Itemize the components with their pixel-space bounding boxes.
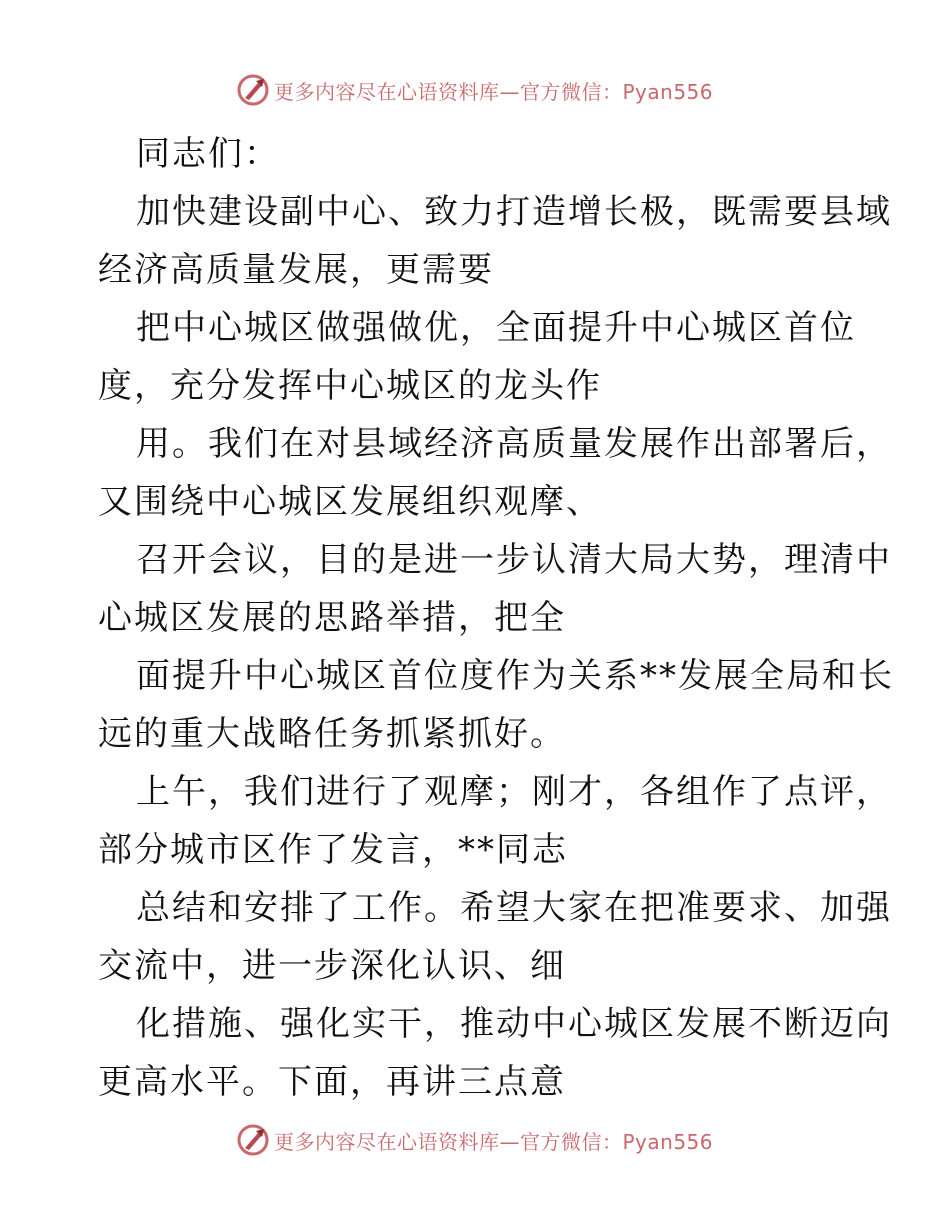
paragraph-line: 部分城市区作了发言，**同志 — [98, 830, 568, 870]
watermark-text: 更多内容尽在心语资料库—官方微信：Pyan556 — [274, 79, 714, 104]
paragraph-line: 加快建设副中心、致力打造增长极，既需要县域 — [136, 192, 892, 232]
paragraph-line: 度，充分发挥中心城区的龙头作 — [98, 366, 602, 406]
paragraph-line: 心城区发展的思路举措，把全 — [98, 598, 566, 638]
paragraph-line: 交流中，进一步深化认识、细 — [98, 946, 566, 986]
paragraph-line: 又围绕中心城区发展组织观摩、 — [98, 482, 602, 522]
paragraph — [98, 647, 894, 763]
paragraph-line: 召开会议，目的是进一步认清大局大势，理清中 — [136, 540, 892, 580]
quill-logo-icon — [236, 1123, 270, 1157]
watermark-text: 更多内容尽在心语资料库—官方微信：Pyan556 — [274, 1129, 714, 1154]
paragraph-line: 把中心城区做强做优，全面提升中心城区首位 — [136, 308, 856, 348]
paragraph-line: 远的重大战略任务抓紧抓好。 — [98, 714, 566, 754]
paragraph-line: 化措施、强化实干，推动中心城区发展不断迈向 — [136, 1004, 892, 1044]
paragraph — [98, 763, 892, 879]
paragraph-line: 同志们： — [136, 134, 280, 174]
paragraph — [98, 531, 892, 647]
footer-watermark — [236, 1122, 756, 1158]
paragraph-line: 更高水平。下面，再讲三点意 — [98, 1062, 566, 1102]
paragraph-line: 面提升中心城区首位度作为关系**发展全局和长 — [136, 656, 894, 696]
paragraph — [98, 415, 892, 531]
paragraph-line: 用。我们在对县域经济高质量发展作出部署后， — [136, 424, 892, 464]
paragraph — [98, 183, 892, 299]
paragraph-line: 总结和安排了工作。希望大家在把准要求、加强 — [136, 888, 892, 928]
paragraph — [98, 879, 892, 995]
document-body — [98, 125, 894, 1111]
header-watermark — [236, 72, 756, 108]
paragraph — [98, 299, 858, 415]
paragraph-line: 上午，我们进行了观摩；刚才，各组作了点评， — [136, 772, 892, 812]
paragraph-line: 经济高质量发展，更需要 — [98, 250, 494, 290]
paragraph — [98, 995, 892, 1111]
quill-logo-icon — [236, 73, 270, 107]
paragraph — [98, 125, 858, 183]
